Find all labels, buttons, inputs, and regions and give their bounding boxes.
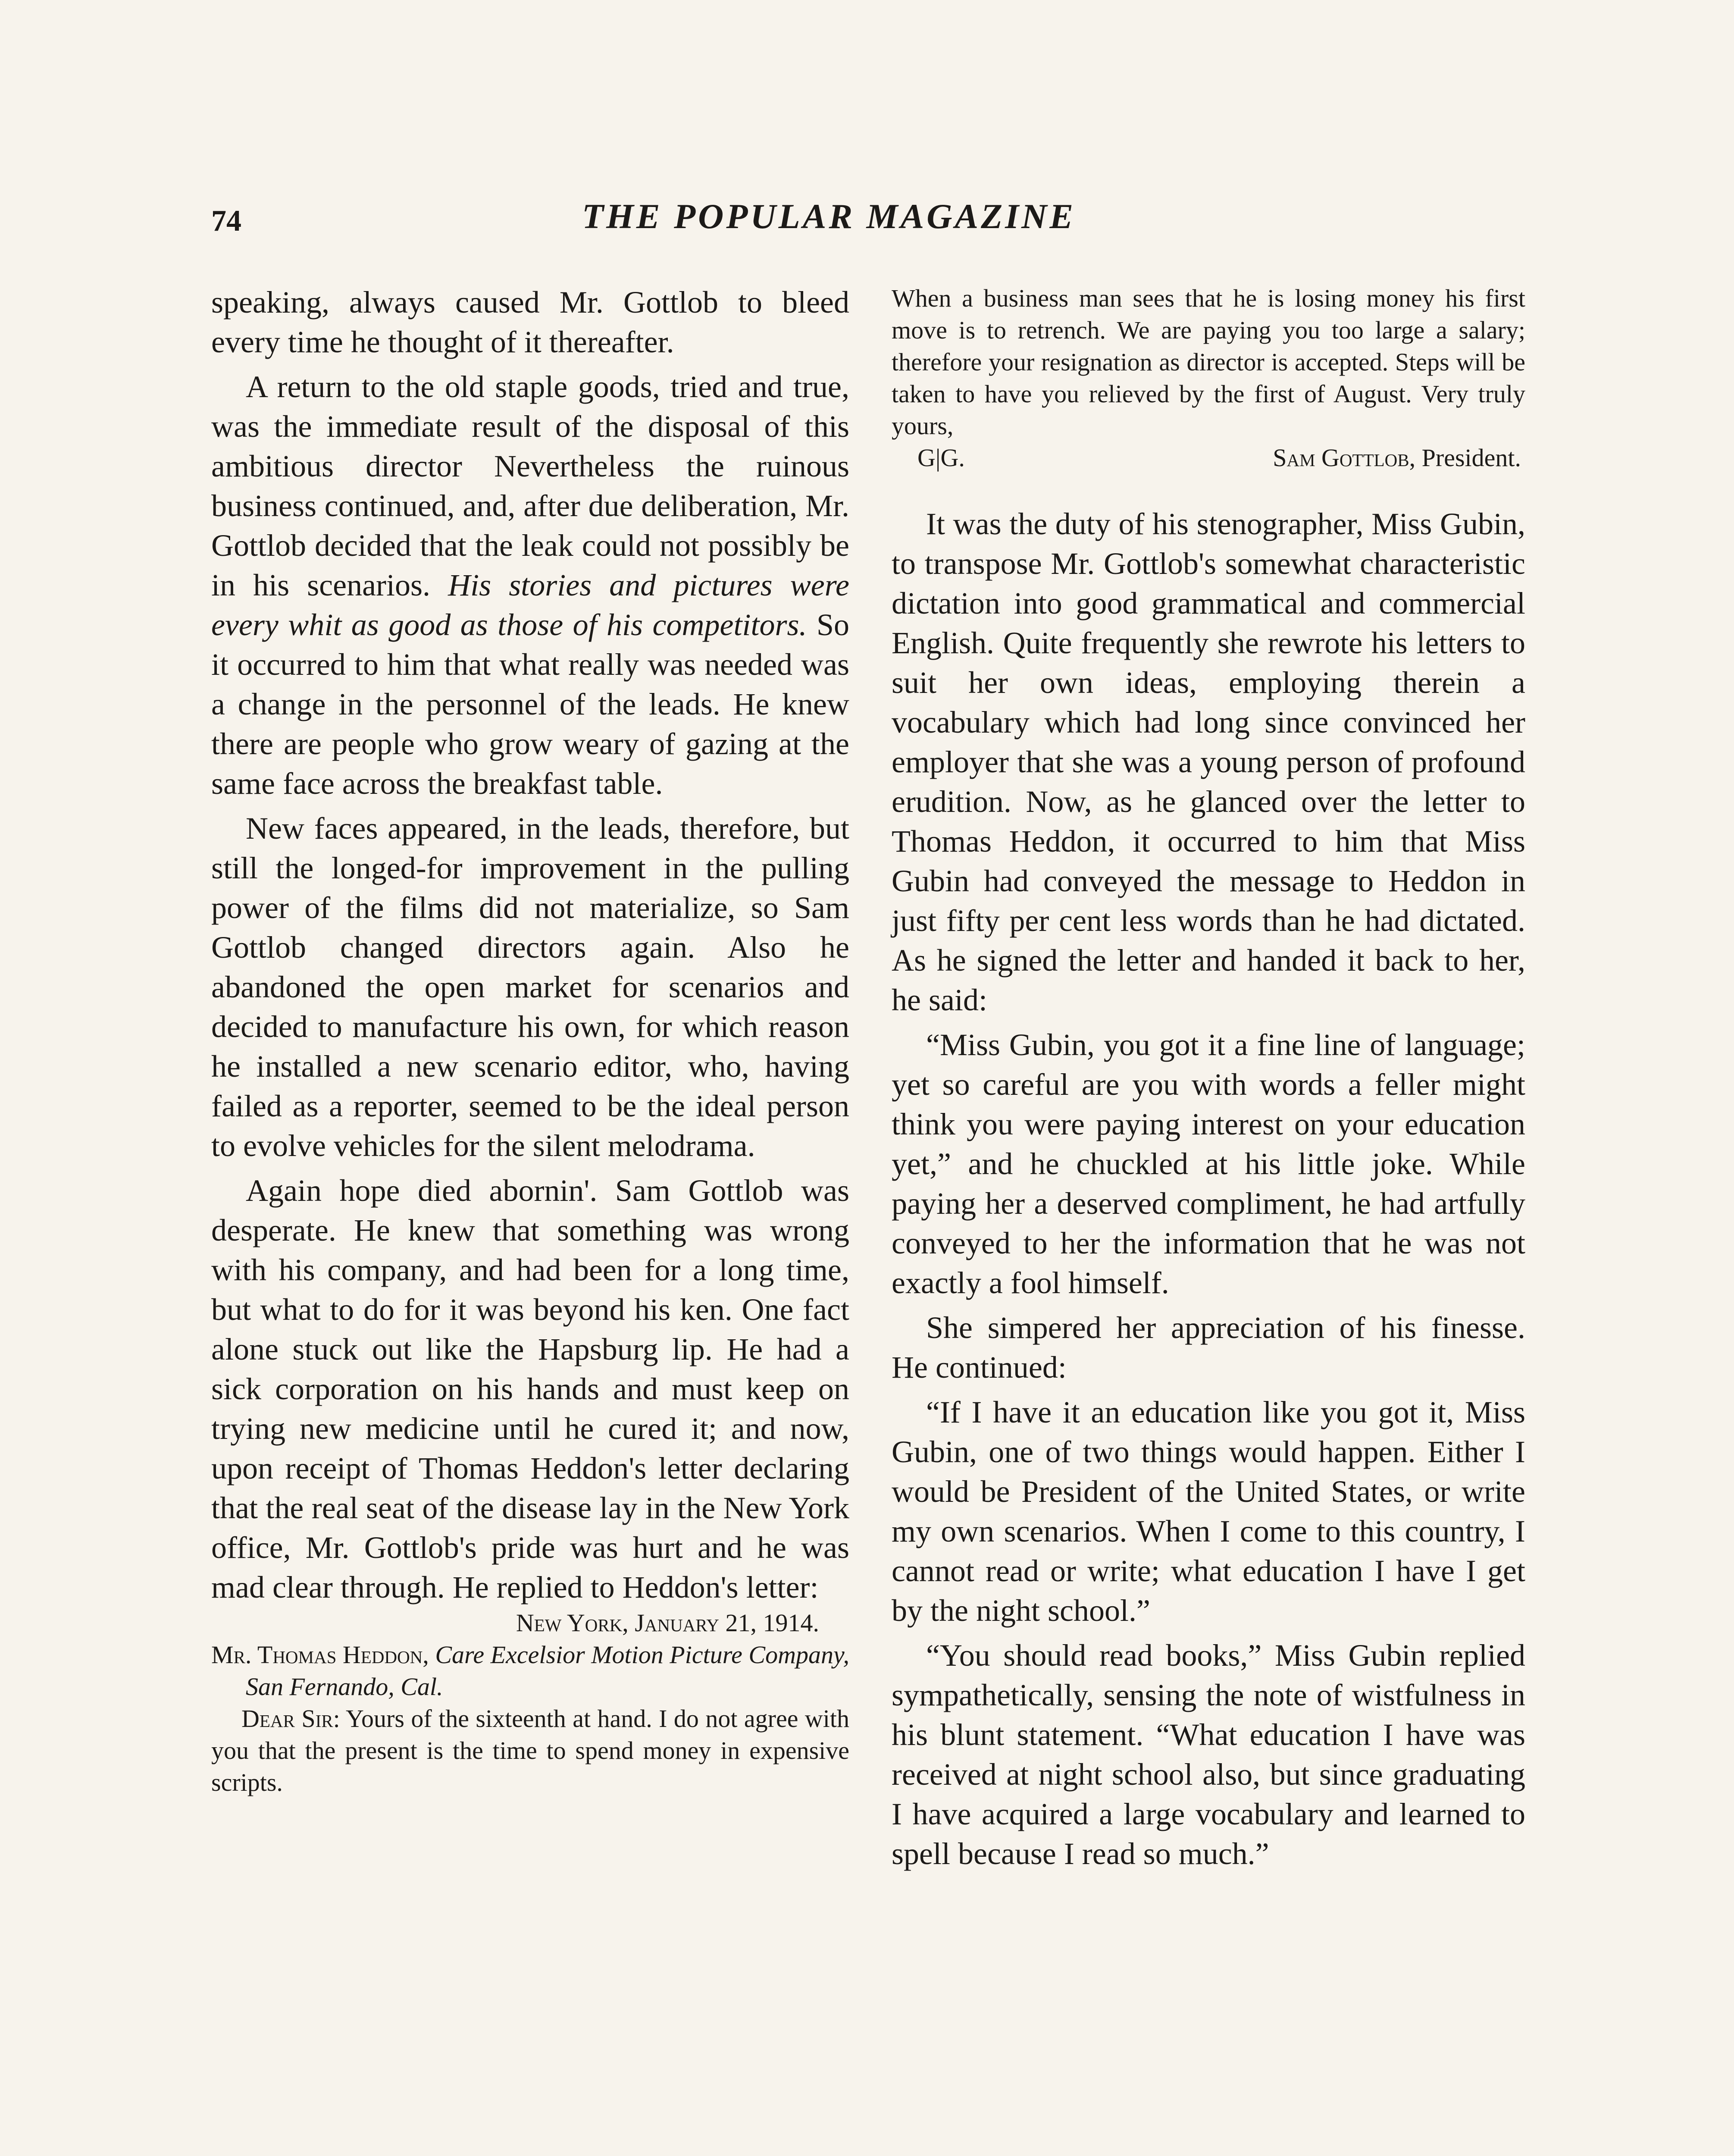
paragraph-text: A return to the old staple goods, tried and true, was the immediate result of the disposal of this ambitious director Nevertheless the ruinous business continued, and, after due deliberation, Mr. Gottlob decided that the leak could not possibly be in his scenarios.: [211, 370, 849, 602]
paragraph: It was the duty of his stenographer, Miss Gubin, to transpose Mr. Gottlob's somewhat characteristic dictation into good grammatical and commercial English. Quite frequently she rewrote his letters to suit her own ideas, employing therein a vocabulary which had long since convinced her employer that she was a young person of profound erudition. Now, as he glanced over the letter to Thomas Heddon, it occurred to him that Miss Gubin had conveyed the message to Heddon in just fifty per cent less words than he had dictated. As he signed the letter and handed it back to her, he said:: [892, 507, 1525, 1017]
paragraph-text: So it occurred to him that what really was needed was a change in the personnel of the leads. He knew there are people who grow weary of gazing at the same face across the breakfast table.: [211, 608, 849, 801]
paragraph: Again hope died abornin'. Sam Gottlob was desperate. He knew that something was wrong with his company, and had been for a long time, but what to do for it was beyond his ken. One fact alone stuck out like the Hapsburg lip. He had a sick corporation on his hands and must keep on trying new medicine until he cured it; and now, upon receipt of Thomas Heddon's letter declaring that the real seat of the disease lay in the New York office, Mr. Gottlob's pride was hurt and he was mad clear through. He replied to Heddon's letter:: [211, 1173, 849, 1604]
letter-salutation: Dear Sir:: [241, 1705, 340, 1733]
signature-line: [892, 442, 1525, 474]
letter-signature: [1273, 442, 1521, 474]
letter-addressee: [211, 1639, 849, 1703]
letter-text: Yours of the sixteenth at hand. I do not agree with you that the present is the time to spend money in expensive scripts.: [211, 1705, 849, 1796]
page-header: [211, 196, 1531, 244]
paragraph: “You should read books,” Miss Gubin replied sympathetically, sensing the note of wistfulness in his blunt statement. “What education I have was received at night school also, but since graduating I have acquired a large vocabulary and learned to spell because I read so much.”: [892, 1638, 1525, 1871]
letter-continued: [892, 282, 1525, 474]
signature-title: President.: [1415, 444, 1521, 472]
letter-body: [211, 1703, 849, 1799]
signature-name: Sam Gottlob,: [1273, 444, 1416, 472]
left-column: [211, 282, 849, 1799]
addressee-address: Care Excelsior Motion Picture Company, San Fernando, Cal.: [246, 1641, 849, 1701]
right-column: [892, 282, 1525, 1874]
italic-text: His stories and pictures were every whit as good as those of his competitors.: [211, 568, 850, 642]
addressee-name: Mr. Thomas Heddon,: [211, 1641, 429, 1669]
paragraph: speaking, always caused Mr. Gottlob to bleed every time he thought of it thereafter.: [211, 285, 849, 359]
letter-date: New York, January 21, 1914.: [516, 1609, 819, 1637]
paragraph: [211, 367, 849, 803]
letter-text: When a business man sees that he is losing money his first move is to retrench. We are paying you too large a salary; therefore your resignation as director is accepted. Steps will be taken to have you relieved by the first of August. Very truly yours,: [892, 284, 1525, 440]
paragraph: New faces appeared, in the leads, therefore, but still the longed-for improvement in the pulling power of the films did not materialize, so Sam Gottlob changed directors again. Also he abandoned the open market for scenarios and decided to manufacture his own, for which reason he installed a new scenario editor, who, having failed as a reporter, seemed to be the ideal person to evolve vehicles for the silent melodrama.: [211, 811, 849, 1163]
paragraph: She simpered her appreciation of his finesse. He continued:: [892, 1310, 1525, 1385]
letter-block: [211, 1607, 849, 1799]
running-head: THE POPULAR MAGAZINE: [582, 197, 1076, 236]
paragraph: “Miss Gubin, you got it a fine line of language; yet so careful are you with words a feller might think you were paying interest on your education yet,” and he chuckled at his little joke. While paying her a deserved compliment, he had artfully conveyed to her the information that he was not exactly a fool himself.: [892, 1028, 1525, 1300]
letter-initials: G|G.: [917, 444, 965, 472]
page-number: 74: [211, 204, 241, 238]
paragraph: “If I have it an education like you got it, Miss Gubin, one of two things would happen. Either I would be President of the United States, or write my own scenarios. When I come to this country, I cannot read or write; what education I have I get by the night school.”: [892, 1395, 1525, 1628]
